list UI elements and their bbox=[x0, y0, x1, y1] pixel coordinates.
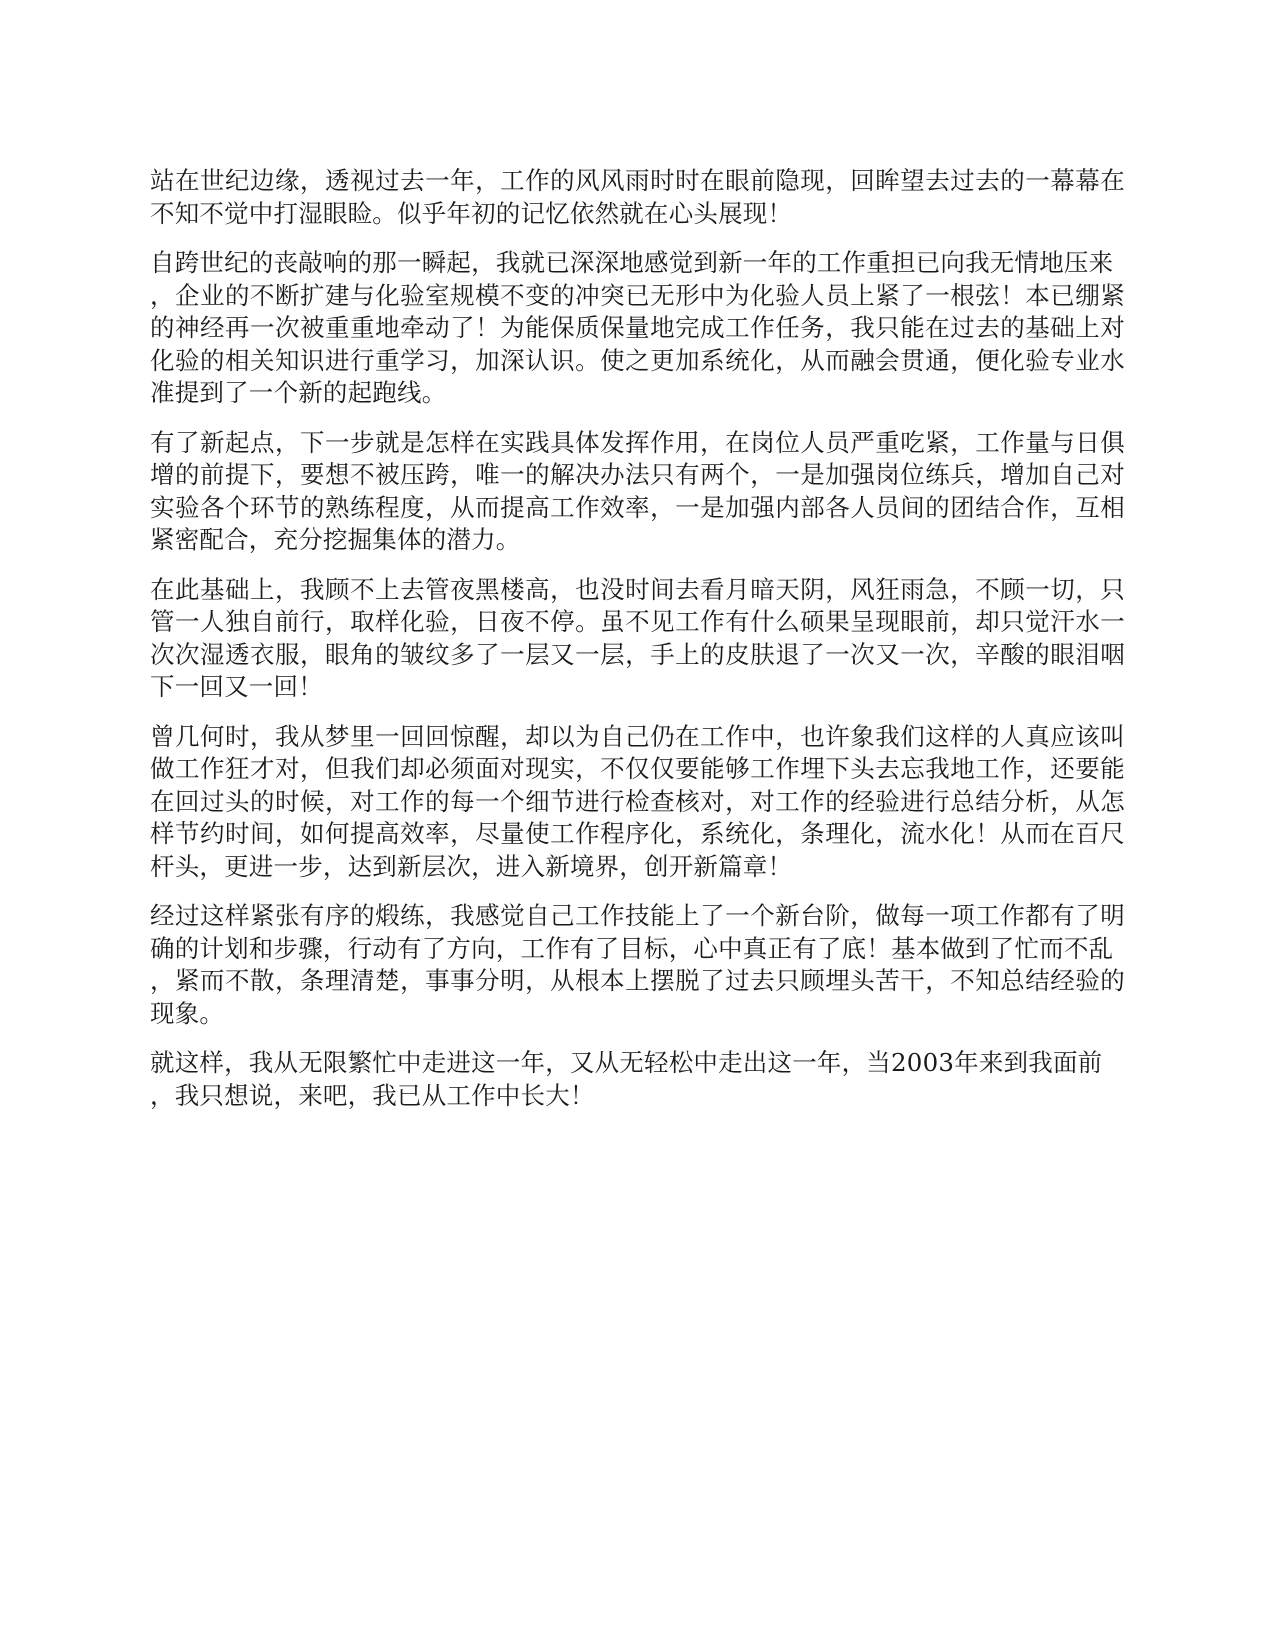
paragraph-1: 站在世纪边缘，透视过去一年，工作的风风雨时时在眼前隐现，回眸望去过去的一幕幕在不知不觉中打湿眼睑。似乎年初的记忆依然就在心头展现！ bbox=[150, 166, 1125, 228]
paragraph-2: 自跨世纪的丧敲响的那一瞬起，我就已深深地感觉到新一年的工作重担已向我无情地压来 ，企业的不断扩建与化验室规模不变的冲突已无形中为化验人员上紧了一根弦！本已绷紧的神经再一次被重重地牵动了！为能保质保量地完成工作任务，我只能在过去的基础上对化验的相关知识进行重学习，加深认识。使之更加系统化，从而融会贯通，便化验专业水准提到了一个新的起跑线。 bbox=[150, 248, 1125, 407]
paragraph-4: 在此基础上，我顾不上去管夜黑楼高，也没时间去看月暗天阴，风狂雨急，不顾一切，只管一人独自前行，取样化验，日夜不停。虽不见工作有什么硕果呈现眼前，却只觉汗水一次次湿透衣服，眼角的皱纹多了一层又一层，手上的皮肤退了一次又一次，辛酸的眼泪咽下一回又一回！ bbox=[150, 574, 1125, 701]
document-body bbox=[150, 165, 1125, 1129]
paragraph-6: 经过这样紧张有序的煅练，我感觉自己工作技能上了一个新台阶，做每一项工作都有了明确的计划和步骤，行动有了方向，工作有了目标，心中真正有了底！基本做到了忙而不乱 ，紧而不散，条理清楚，事事分明，从根本上摆脱了过去只顾埋头苦干，不知总结经验的现象。 bbox=[150, 901, 1125, 1028]
paragraph-5: 曾几何时，我从梦里一回回惊醒，却以为自己仍在工作中，也许象我们这样的人真应该叫做工作狂才对，但我们却必须面对现实，不仅仅要能够工作埋下头去忘我地工作，还要能在回过头的时候，对工作的每一个细节进行检查核对，对工作的经验进行总结分析，从怎样节约时间，如何提高效率，尽量使工作程序化，系统化，条理化，流水化！从而在百尺杆头，更进一步，达到新层次，进入新境界，创开新篇章！ bbox=[150, 721, 1125, 881]
paragraph-7: 就这样，我从无限繁忙中走进这一年，又从无轻松中走出这一年，当2003年来到我面前 ，我只想说，来吧，我已从工作中长大！ bbox=[150, 1048, 1103, 1110]
paragraph-3: 有了新起点，下一步就是怎样在实践具体发挥作用，在岗位人员严重吃紧，工作量与日俱增的前提下，要想不被压跨，唯一的解决办法只有两个，一是加强岗位练兵，增加自己对实验各个环节的熟练程度，从而提高工作效率，一是加强内部各人员间的团结合作，互相紧密配合，充分挖掘集体的潜力。 bbox=[150, 427, 1125, 554]
